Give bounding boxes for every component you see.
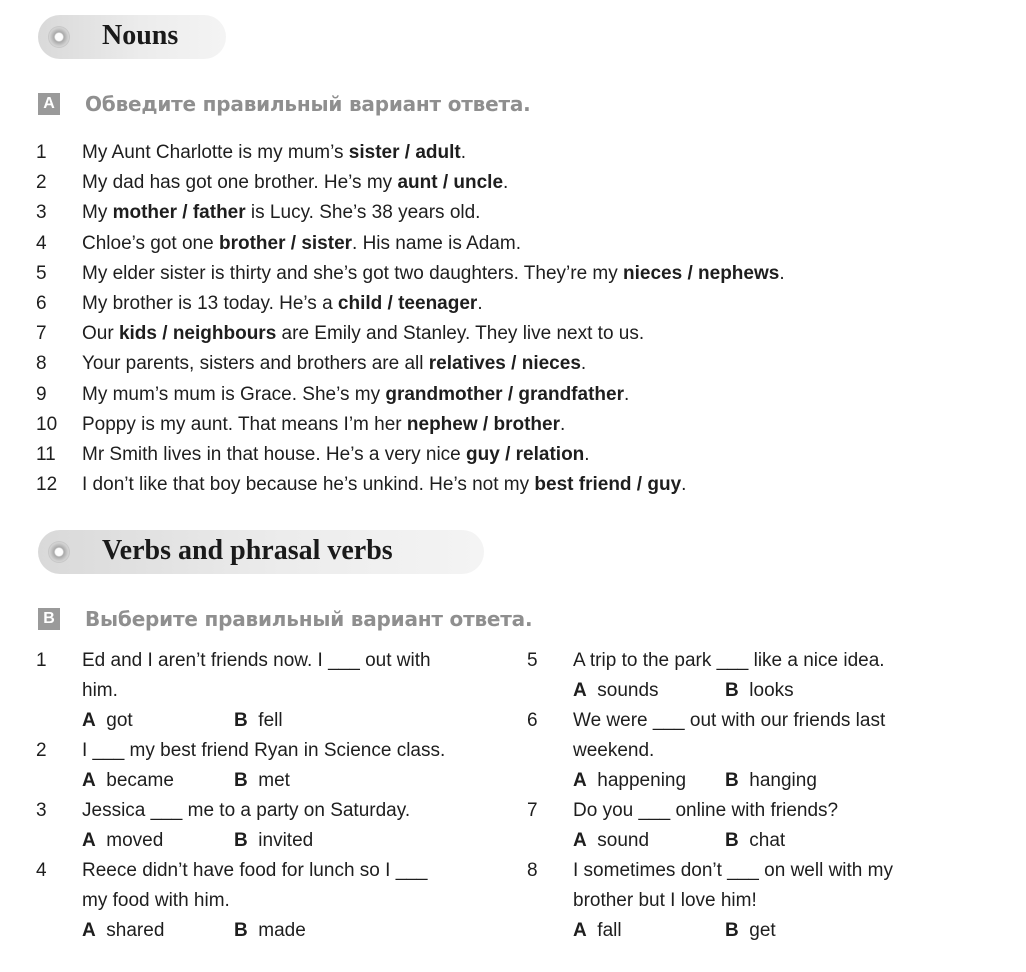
option-b-text: met — [247, 770, 290, 791]
item-number: 10 — [36, 413, 58, 435]
answer-option: nieces — [623, 262, 683, 284]
answer-option: uncle — [453, 172, 504, 194]
answer-option: aunt — [397, 172, 438, 194]
item-text-after: . — [779, 262, 785, 284]
answer-option: grandfather — [518, 383, 624, 405]
option-separator: / — [285, 232, 302, 254]
option-letter-a: A — [82, 710, 96, 731]
option-letter-a: A — [573, 830, 587, 851]
answer-option: guy — [647, 474, 682, 496]
item-text-line: my food with him. — [82, 890, 230, 911]
exercise-item — [36, 349, 936, 379]
item-text-line: Do you ___ online with friends? — [573, 800, 839, 821]
option-a-text: became — [95, 770, 174, 791]
answer-option: brother — [493, 413, 560, 435]
exercise-item — [36, 289, 936, 319]
item-number: 1 — [36, 142, 47, 163]
option-letter-a: A — [573, 770, 587, 791]
item-text — [82, 470, 686, 500]
option-letter-b: B — [725, 920, 739, 941]
exercise-item — [36, 470, 936, 500]
item-text-after: . — [559, 413, 566, 435]
answer-option: mother — [112, 202, 178, 224]
answer-option: nephews — [698, 262, 780, 284]
item-text — [82, 229, 521, 259]
item-number: 4 — [36, 860, 47, 881]
answer-option: nephew — [406, 413, 478, 435]
option-b — [234, 706, 283, 736]
option-a — [82, 766, 174, 796]
item-text-before: My mum’s mum is Grace. She’s my — [82, 383, 386, 405]
item-text-before: Poppy is my aunt. That means I’m her — [82, 413, 407, 435]
item-number: 3 — [36, 202, 47, 224]
option-letter-b: B — [725, 830, 739, 851]
item-text-before: My Aunt Charlotte is my mum’s — [82, 142, 349, 163]
option-b-text: made — [247, 920, 306, 941]
option-a-text: sound — [586, 830, 650, 851]
option-separator: / — [177, 202, 193, 224]
answer-option: child — [337, 293, 383, 314]
exercise-item — [36, 259, 936, 289]
answer-option: grandmother — [385, 383, 503, 405]
item-text-before: My — [82, 202, 113, 224]
item-text-before: Our — [82, 323, 119, 345]
item-number: 6 — [527, 710, 538, 731]
option-letter-a: A — [82, 770, 96, 791]
exercise-item — [36, 168, 936, 198]
exercise-item — [36, 138, 936, 168]
nouns-section-header — [38, 15, 226, 59]
answer-option: relatives — [428, 353, 506, 375]
exercise-item — [36, 198, 936, 228]
exercise-item — [36, 319, 936, 349]
item-text — [82, 319, 644, 349]
item-text-line: Ed and I aren’t friends now. I ___ out with — [82, 650, 431, 671]
task-label-a: A — [38, 93, 60, 115]
item-text — [82, 198, 480, 228]
item-text-after: . — [503, 172, 509, 194]
item-text-after: . — [584, 444, 590, 465]
option-a — [573, 676, 659, 706]
item-number: 2 — [36, 740, 47, 761]
option-b-text: fell — [247, 710, 283, 731]
item-text-after: is Lucy. She’s 38 years old. — [245, 202, 481, 224]
item-text-line: We were ___ out with our friends last — [573, 710, 886, 731]
option-letter-b: B — [234, 920, 248, 941]
option-letter-b: B — [234, 770, 248, 791]
option-letter-a: A — [573, 680, 587, 701]
option-b — [234, 826, 313, 856]
item-text-line: Jessica ___ me to a party on Saturday. — [82, 800, 411, 821]
item-number: 8 — [527, 860, 538, 881]
bullet-icon — [48, 26, 70, 48]
answer-option: brother — [218, 232, 286, 254]
option-b — [725, 826, 785, 856]
answer-option: father — [192, 202, 246, 224]
option-a-text: shared — [95, 920, 165, 941]
answer-option: best friend — [534, 474, 632, 496]
option-a-text: moved — [95, 830, 164, 851]
item-text-line: I sometimes don’t ___ on well with my — [573, 860, 893, 881]
item-text-before: Your parents, sisters and brothers are all — [82, 353, 429, 375]
item-text — [82, 289, 483, 319]
option-b — [234, 916, 306, 946]
exercise-item — [36, 440, 936, 470]
item-text-before: My brother is 13 today. He’s a — [82, 293, 338, 314]
option-separator: / — [502, 383, 519, 405]
answer-option: adult — [415, 142, 461, 163]
section-title: Verbs and phrasal verbs — [102, 535, 393, 566]
item-text — [82, 410, 565, 440]
option-a — [573, 766, 686, 796]
option-b-text: chat — [738, 830, 786, 851]
task-label-b: B — [38, 608, 60, 630]
item-number: 5 — [36, 262, 47, 284]
item-number: 2 — [36, 172, 47, 194]
option-separator: / — [477, 413, 494, 435]
item-text — [82, 440, 590, 470]
verbs-section-header — [38, 530, 484, 574]
option-a-text: happening — [586, 770, 687, 791]
item-text-before: My dad has got one brother. He’s my — [82, 172, 398, 194]
option-letter-b: B — [234, 830, 248, 851]
item-text-line: I ___ my best friend Ryan in Science class. — [82, 740, 446, 761]
item-text-before: I don’t like that boy because he’s unkind. He’s not my — [82, 474, 535, 496]
item-text-line: Reece didn’t have food for lunch so I ___ — [82, 860, 428, 881]
item-text-line: A trip to the park ___ like a nice idea. — [573, 650, 885, 671]
option-a — [82, 706, 133, 736]
item-text-after: . — [477, 293, 483, 314]
option-separator: / — [505, 353, 522, 375]
option-b-text: get — [738, 920, 776, 941]
option-b-text: looks — [738, 680, 794, 701]
item-text — [82, 380, 629, 410]
item-number: 7 — [36, 323, 47, 345]
option-a — [573, 916, 622, 946]
answer-option: kids — [118, 323, 157, 345]
answer-option: neighbours — [172, 323, 277, 345]
option-separator: / — [631, 474, 648, 496]
item-text-after: . His name is Adam. — [352, 232, 521, 254]
item-number: 11 — [36, 444, 56, 465]
option-b-text: invited — [247, 830, 314, 851]
answer-option: relation — [515, 444, 585, 465]
option-b — [725, 916, 776, 946]
option-separator: / — [156, 323, 173, 345]
item-text — [82, 138, 466, 168]
item-text-after: . — [460, 142, 466, 163]
answer-option: guy — [466, 444, 500, 465]
section-title: Nouns — [102, 20, 179, 51]
item-text-line: him. — [82, 680, 118, 701]
item-text-after: . — [681, 474, 687, 496]
answer-option: sister — [301, 232, 353, 254]
item-number: 8 — [36, 353, 47, 375]
option-separator: / — [399, 142, 416, 163]
item-number: 3 — [36, 800, 47, 821]
item-number: 4 — [36, 232, 47, 254]
item-number: 6 — [36, 293, 47, 314]
item-text-before: Mr Smith lives in that house. He’s a very nice — [82, 444, 467, 465]
item-number: 12 — [36, 474, 58, 496]
option-a — [82, 916, 164, 946]
option-a — [82, 826, 163, 856]
option-b — [725, 676, 794, 706]
option-b-text: hanging — [738, 770, 817, 791]
item-text-after: . — [580, 353, 587, 375]
exercise-item — [36, 229, 936, 259]
item-text-before: My elder sister is thirty and she’s got two daughters. They’re my — [82, 262, 624, 284]
option-letter-a: A — [82, 920, 96, 941]
item-number: 9 — [36, 383, 47, 405]
option-letter-b: B — [234, 710, 248, 731]
task-instruction-a: Обведите правильный вариант ответа. — [85, 92, 531, 116]
option-separator: / — [499, 444, 516, 465]
item-text-after: . — [623, 383, 630, 405]
item-number: 7 — [527, 800, 538, 821]
option-separator: / — [437, 172, 454, 194]
option-a-text: got — [95, 710, 133, 731]
option-letter-b: B — [725, 770, 739, 791]
item-number: 5 — [527, 650, 538, 671]
item-text — [82, 349, 586, 379]
exercise-item — [36, 380, 936, 410]
option-letter-b: B — [725, 680, 739, 701]
option-separator: / — [682, 262, 699, 284]
answer-option: teenager — [398, 293, 478, 314]
item-text-line: brother but I love him! — [573, 890, 757, 911]
option-a-text: fall — [586, 920, 622, 941]
item-number: 1 — [36, 650, 47, 671]
item-text — [82, 259, 785, 289]
item-text-after: are Emily and Stanley. They live next to us. — [276, 323, 645, 345]
option-b — [234, 766, 290, 796]
item-text — [82, 168, 508, 198]
option-separator: / — [382, 293, 399, 314]
option-a-text: sounds — [586, 680, 659, 701]
option-letter-a: A — [573, 920, 587, 941]
task-instruction-b: Выберите правильный вариант ответа. — [85, 607, 533, 631]
answer-option: nieces — [521, 353, 581, 375]
answer-option: sister — [348, 142, 400, 163]
option-letter-a: A — [82, 830, 96, 851]
option-b — [725, 766, 817, 796]
item-text-before: Chloe’s got one — [82, 232, 219, 254]
exercise-item — [36, 410, 936, 440]
bullet-icon — [48, 541, 70, 563]
option-a — [573, 826, 649, 856]
item-text-line: weekend. — [573, 740, 655, 761]
